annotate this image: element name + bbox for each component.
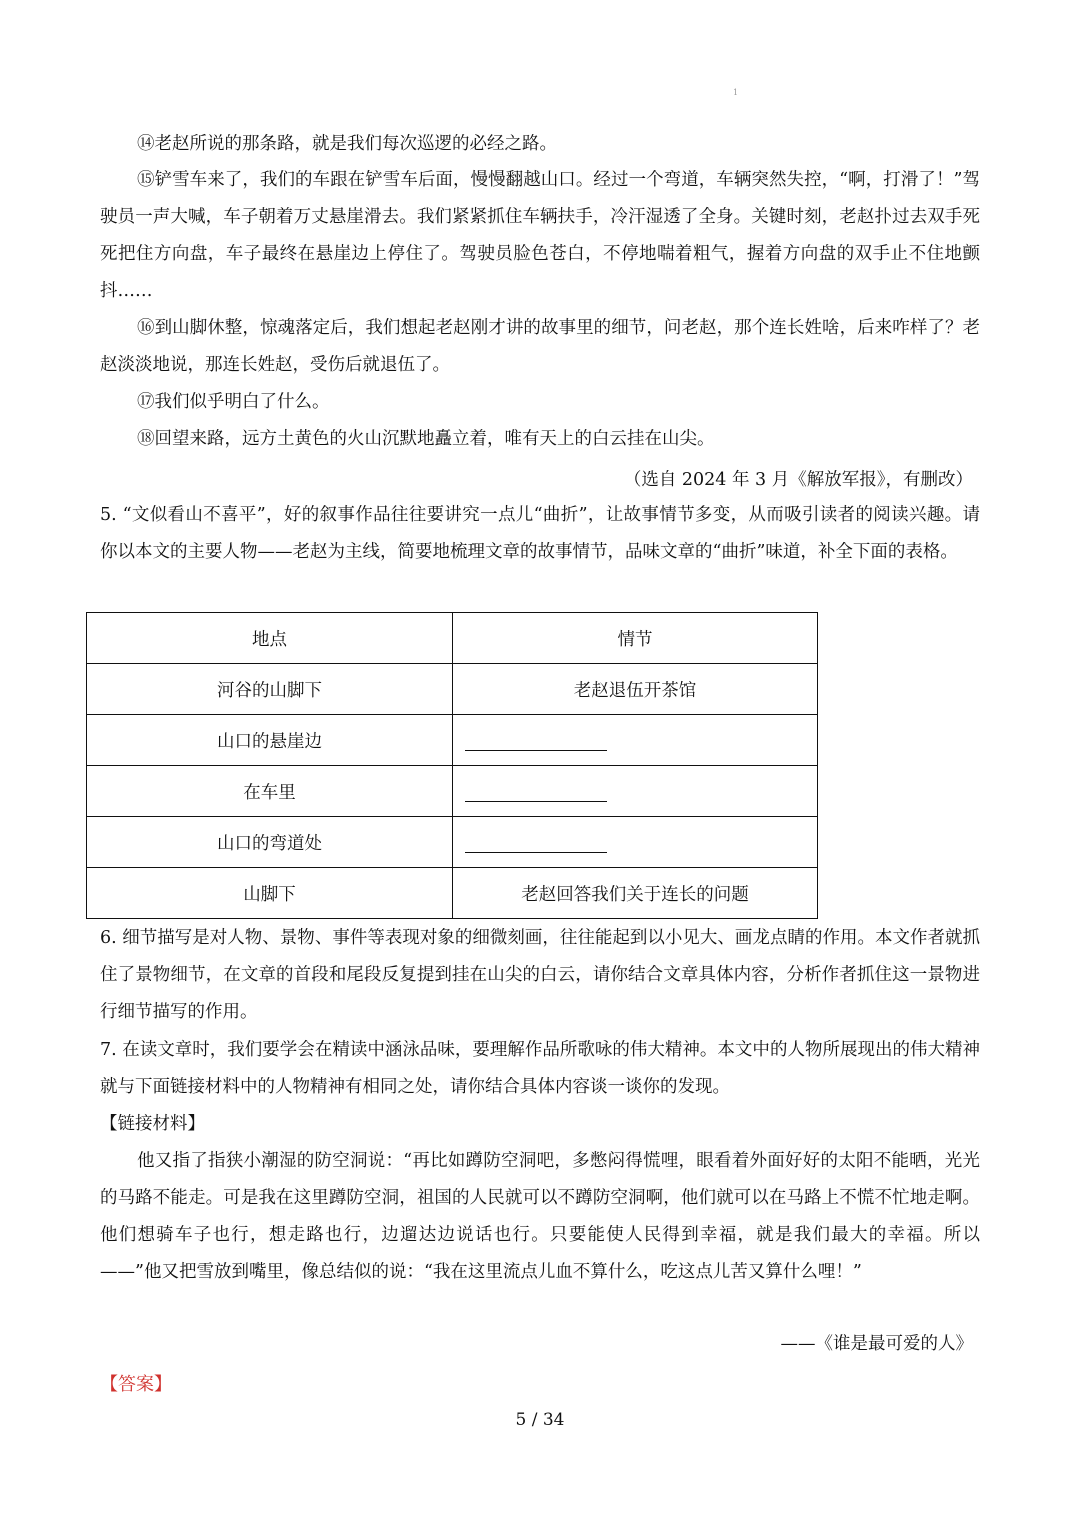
- table-row: [87, 715, 818, 766]
- table-cell-plot: 老赵回答我们关于连长的问题: [453, 868, 818, 919]
- plot-table: [86, 612, 818, 919]
- source-note: （选自 2024 年 3 月《解放军报》，有删改）: [623, 470, 973, 490]
- answer-blank-line: [465, 832, 607, 853]
- story-paragraph-18: ⑱回望来路，远方土黄色的火山沉默地矗立着，唯有天上的白云挂在山尖。: [137, 429, 715, 449]
- link-material-text: 他又指了指狭小潮湿的防空洞说：“再比如蹲防空洞吧，多憋闷得慌哩，眼看着外面好好的太阳不能晒，光光的马路不能走。可是我在这里蹲防空洞，祖国的人民就可以不蹲防空洞啊，他们就可以在马路上不慌不忙地走啊。他们想骑车子也行，想走路也行，边遛达边说话也行。只要能使人民得到幸福，就是我们最大的幸福。所以——”他又把雪放到嘴里，像总结似的说：“我在这里流点儿血不算什么，吃这点儿苦又算什么哩！”: [100, 1151, 980, 1282]
- question-6: 6. 细节描写是对人物、景物、事件等表现对象的细微刻画，往往能起到以小见大、画龙点睛的作用。本文作者就抓住了景物细节，在文章的首段和尾段反复提到挂在山尖的白云，请你结合文章具体内容，分析作者抓住这一景物进行细节描写的作用。: [100, 928, 980, 1022]
- table-cell-place: 山口的悬崖边: [87, 715, 453, 766]
- table-cell-blank: [453, 715, 818, 766]
- question-5: 5. “文似看山不喜平”，好的叙事作品往往要讲究一点儿“曲折”，让故事情节多变，从而吸引读者的阅读兴趣。请你以本文的主要人物——老赵为主线，简要地梳理文章的故事情节，品味文章的“曲折”味道，补全下面的表格。: [100, 505, 980, 562]
- table-header-plot: 情节: [453, 613, 818, 664]
- story-paragraph-17: ⑰我们似乎明白了什么。: [137, 392, 330, 412]
- table-cell-plot: 老赵退伍开茶馆: [453, 664, 818, 715]
- story-paragraph-16: ⑯到山脚休整，惊魂落定后，我们想起老赵刚才讲的故事里的细节，问老赵，那个连长姓啥，后来咋样了？老赵淡淡地说，那连长姓赵，受伤后就退伍了。: [100, 318, 981, 375]
- table-row: [87, 817, 818, 868]
- story-paragraph-14: ⑭老赵所说的那条路，就是我们每次巡逻的必经之路。: [137, 134, 557, 154]
- answer-blank-line: [465, 781, 607, 802]
- link-material-title: 【链接材料】: [100, 1114, 205, 1134]
- table-header-place: 地点: [87, 613, 453, 664]
- page-number: 5 / 34: [515, 1410, 565, 1430]
- table-header-row: [87, 613, 818, 664]
- table-cell-blank: [453, 766, 818, 817]
- table-cell-blank: [453, 817, 818, 868]
- question-7: 7. 在读文章时，我们要学会在精读中涵泳品味，要理解作品所歌咏的伟大精神。本文中的人物所展现出的伟大精神就与下面链接材料中的人物精神有相同之处，请你结合具体内容谈一谈你的发现。: [100, 1040, 980, 1097]
- answer-blank-line: [465, 730, 607, 751]
- table-row: [87, 766, 818, 817]
- answer-label: 【答案】: [100, 1374, 172, 1395]
- page-mark: 1: [733, 88, 739, 97]
- link-material-source: ——《谁是最可爱的人》: [780, 1334, 973, 1354]
- table-row: [87, 664, 818, 715]
- table-cell-place: 河谷的山脚下: [87, 664, 453, 715]
- table-cell-place: 在车里: [87, 766, 453, 817]
- table-row: [87, 868, 818, 919]
- table-cell-place: 山口的弯道处: [87, 817, 453, 868]
- table-cell-place: 山脚下: [87, 868, 453, 919]
- story-paragraph-15: ⑮铲雪车来了，我们的车跟在铲雪车后面，慢慢翻越山口。经过一个弯道，车辆突然失控，“啊，打滑了！”驾驶员一声大喊，车子朝着万丈悬崖滑去。我们紧紧抓住车辆扶手，冷汗湿透了全身。关键时刻，老赵扑过去双手死死把住方向盘，车子最终在悬崖边上停住了。驾驶员脸色苍白，不停地喘着粗气，握着方向盘的双手止不住地颤抖……: [100, 170, 981, 301]
